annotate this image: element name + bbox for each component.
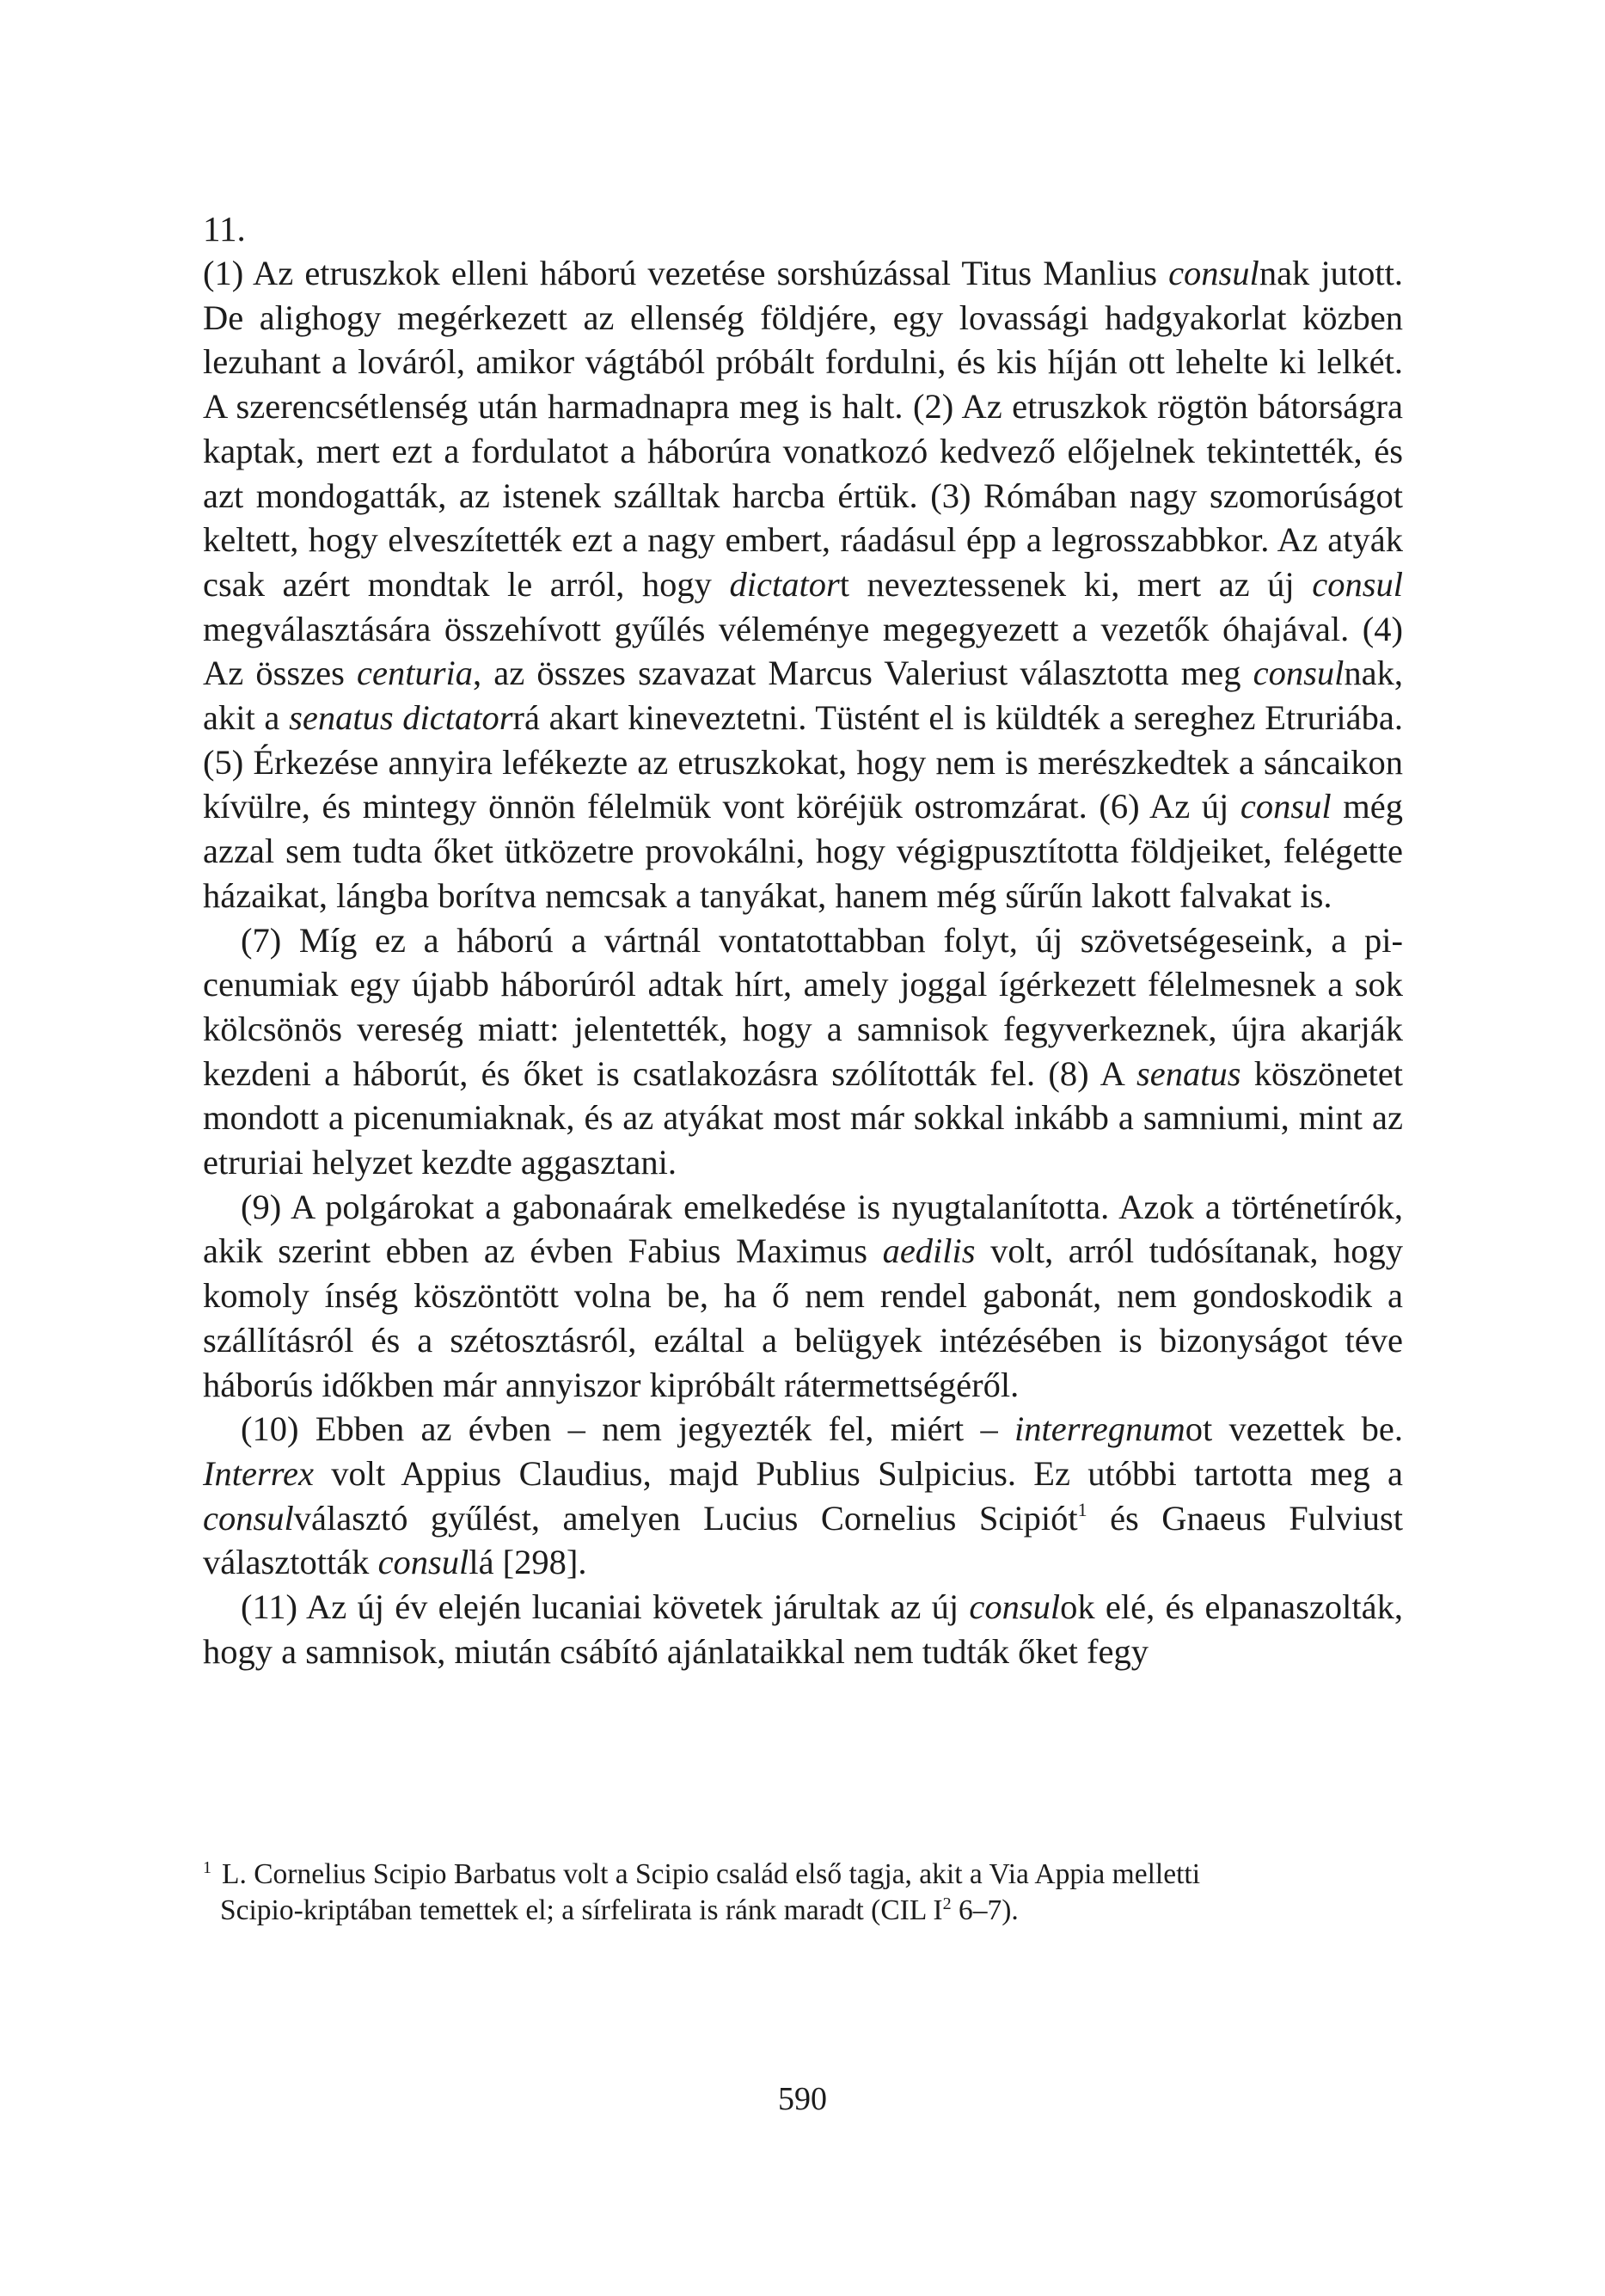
- text-run: lá [298].: [469, 1543, 587, 1582]
- paragraph: [203, 251, 1403, 918]
- italic-term: Interrex: [203, 1453, 314, 1493]
- text-run: (1) Az etruszkok elleni háború vezetése sorshúzással Titus Manlius: [203, 254, 1169, 292]
- body-text: [203, 251, 1403, 1674]
- italic-term: interregnum: [1014, 1409, 1185, 1449]
- italic-term: consul: [377, 1543, 469, 1582]
- paragraph: [203, 918, 1403, 1185]
- italic-term: dictator: [729, 564, 840, 604]
- text-run: volt Appius Claudius, majd Publius Sulpicius. Ez utóbbi tartotta meg a: [313, 1453, 1403, 1493]
- paragraph: [203, 1585, 1403, 1673]
- page-number: 590: [778, 2081, 827, 2117]
- text-run: ot vezettek be.: [1185, 1409, 1403, 1449]
- text-run: volt, arról tudósítanak, hogy komoly ínség köszöntött volna be, ha ő nem rendel gabonát, nem gondoskodik a szállításról és a szétosztásról, ezáltal a belügyek intézésében is bizonyságot téve háborús időkben már annyiszor kipróbált rátermettségéről.: [203, 1231, 1403, 1404]
- text-run: nak, akit a: [203, 654, 1403, 738]
- footnote-superscript: 2: [942, 1894, 952, 1913]
- paragraph: [203, 1407, 1403, 1585]
- text-run: (11) Az új év elején lucaniai követek járultak az új: [241, 1587, 970, 1627]
- text-run: , az összes szavazat Marcus Valeriust választotta meg: [473, 654, 1253, 693]
- italic-term: consul: [203, 1498, 294, 1538]
- text-run: (10) Ebben az évben – nem jegyezték fel, miért –: [241, 1409, 1014, 1449]
- italic-term: consul: [1168, 254, 1259, 292]
- footnote: [203, 1857, 1403, 1929]
- italic-term: consul: [1253, 654, 1345, 693]
- footnote-line-2: [203, 1893, 1403, 1929]
- italic-term: senatus: [1136, 1053, 1241, 1093]
- footnote-text-1: L. Cornelius Scipio Barbatus volt a Scipio család első tagja, akit a Via Appia melletti: [222, 1858, 1201, 1890]
- text-run: köszönetet mondott a picenumiaknak, és az atyákat most már sokkal inkább a samniumi, mint az etruriai helyzet kezdte aggasztani.: [203, 1053, 1403, 1182]
- text-run: megválasztására összehívott gyűlés véleménye megegyezett a vezetők óhajával. (4) Az összes: [203, 609, 1403, 693]
- footnote-line-1: [203, 1857, 1403, 1893]
- italic-term: consul: [969, 1587, 1061, 1627]
- text-run: nak jutott. De alighogy megérkezett az ellenség földjére, egy lovassági hadgyakorlat közben lezuhant a lováról, amikor vágtából próbált fordulni, és kis híján ott lehelte ki lelkét. A szerencsétlenség után harmadnapra meg is halt. (2) Az etruszkok rögtön bátorságra kaptak, mert ezt a fordulatot a háborúra vonatkozó kedvező előjelnek tekintették, és azt mondogatták, az istenek szálltak harcba értük. (3) Rómában nagy szomorúságot keltett, hogy elveszítették ezt a nagy embert, ráadásul épp a legrosszabbkor. Az atyák csak azért mondtak le arról, hogy: [203, 254, 1403, 604]
- italic-term: consul: [1312, 564, 1403, 604]
- footnote-mark: 1: [203, 1858, 211, 1877]
- text-run: választó gyűlést, amelyen Lucius Cornelius Scipiót: [293, 1498, 1078, 1538]
- italic-term: senatus dictator: [289, 698, 513, 738]
- text-run: és Gnaeus Fulviust választották: [203, 1498, 1404, 1582]
- text-run: még azzal sem tudta őket ütközetre provokálni, hogy végigpusztította földjeiket, felégette házaikat, lángba borítva nemcsak a tanyákat, hanem még sűrűn lakott falvakat is.: [203, 787, 1404, 915]
- text-run: (7) Míg ez a háború a vártnál vontatottabban folyt, új szövetségeseink, a picenumiak egy újabb háborúról adtak hírt, amely joggal ígérkezett félelmesnek a sok kölcsönös vereség miatt: jelentették, hogy a samnisok fegyverkeznek, újra akarják kezdeni a háborút, és őket is csatlakozásra szólították fel. (8) A: [203, 920, 1403, 1093]
- italic-term: aedilis: [882, 1231, 976, 1271]
- chapter-number: 11.: [203, 209, 246, 249]
- footnote-text-3: 6–7).: [951, 1894, 1019, 1926]
- footnote-text-2: Scipio-kriptában temettek el; a sírfelirata is ránk maradt (CIL I: [220, 1894, 943, 1926]
- italic-term: centuria: [357, 654, 474, 693]
- text-run: t neveztessenek ki, mert az új: [839, 564, 1313, 604]
- text-run: ok elé, és elpanaszolták, hogy a samnisok, miután csábító ajánlataikkal nem tudták őket fegy: [203, 1587, 1403, 1671]
- footnote-reference: 1: [1077, 1498, 1087, 1520]
- paragraph: [203, 1185, 1403, 1408]
- text-run: rá akart kineveztetni. Tüstént el is küldték a sereghez Etruriába. (5) Érkezése annyira lefékezte az etruszkokat, hogy nem is merészkedtek a sáncaikon kívülre, és mintegy önnön félelmük vont köréjük ostromzárat. (6) Az új: [203, 698, 1403, 826]
- italic-term: consul: [1240, 787, 1332, 826]
- text-run: (9) A polgárokat a gabonaárak emelkedése is nyugtalanította. Azok a történetírók, akik szerint ebben az évben Fabius Maximus: [203, 1187, 1403, 1271]
